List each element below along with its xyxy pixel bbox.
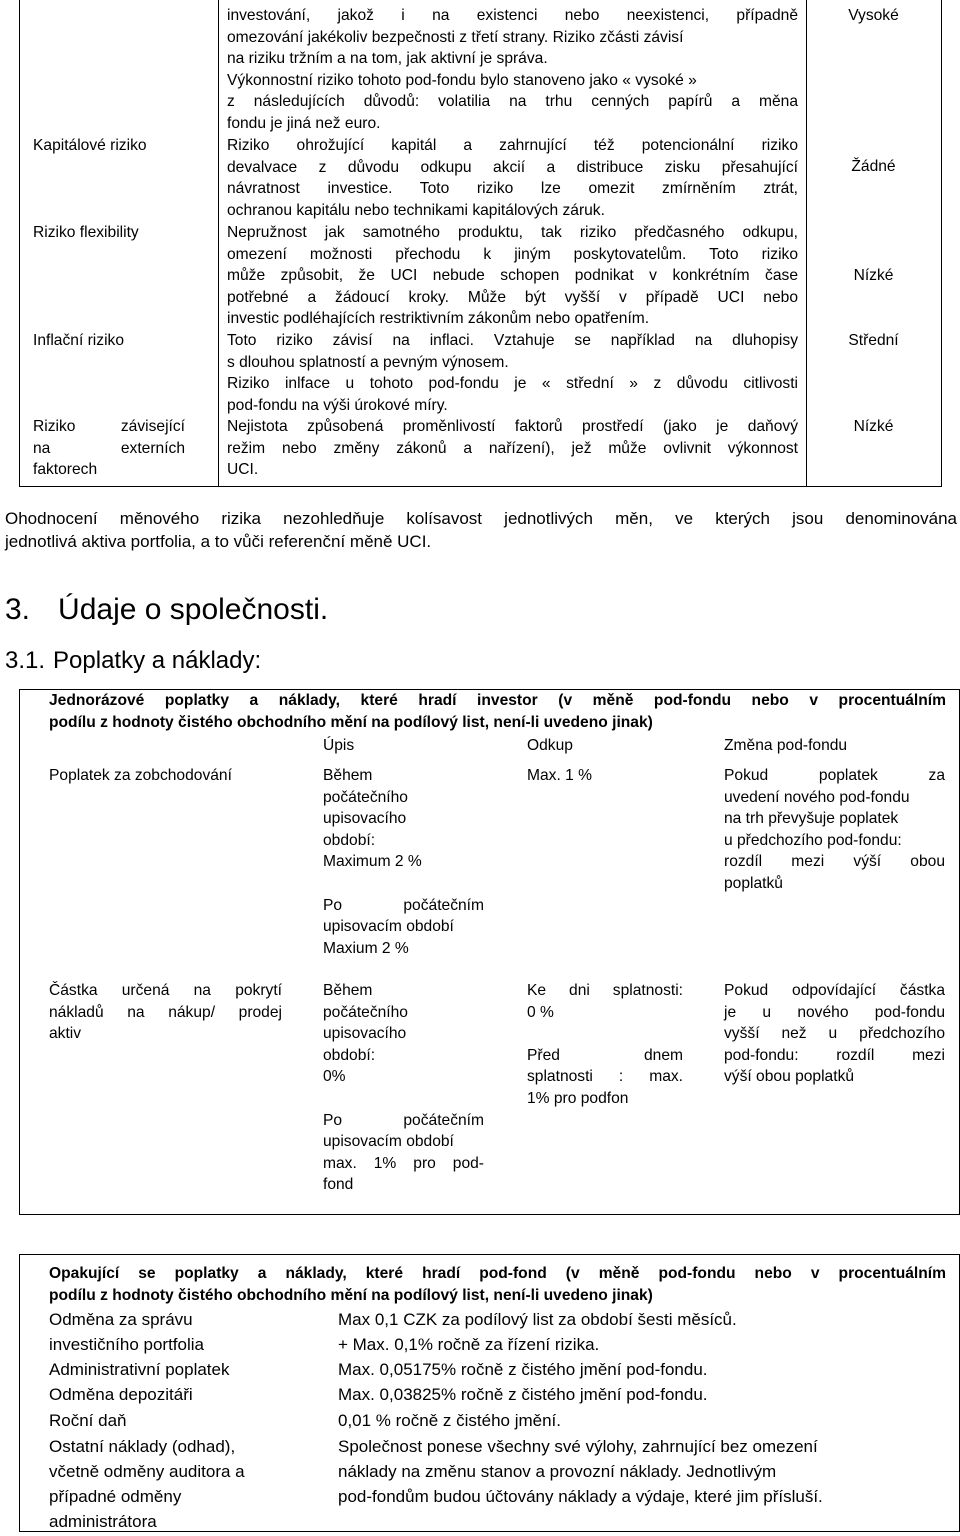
- risk-level-4: Nízké: [853, 418, 894, 435]
- value-line: Max 0,1 CZK za podílový list za období šesti měsíců.: [338, 1310, 737, 1329]
- value-line: + Max. 0,1% ročně za řízení rizika.: [338, 1335, 600, 1354]
- risk-name-2: Riziko flexibility: [33, 224, 139, 241]
- upis-line: upisovacího: [323, 810, 407, 828]
- desc-line: z následujících důvodů: volatilia na trhu cenných papírů a měna: [227, 93, 798, 111]
- name-line: Ostatní náklady (odhad),: [49, 1437, 236, 1456]
- risk-desc-3: [227, 330, 798, 416]
- section-heading-3: [5, 592, 328, 628]
- zmena-line: pod-fondu: rozdíl mezi: [724, 1046, 945, 1064]
- upis-line: Po počátečním: [323, 896, 484, 914]
- risk-level-1: Žádné: [851, 158, 896, 175]
- name-line: včetně odměny auditora a: [49, 1462, 245, 1481]
- desc-line: Toto riziko závisí na inflaci. Vztahuje se například na dluhopisy: [227, 332, 798, 349]
- zmena-line: u předchozího pod-fondu:: [724, 831, 902, 849]
- currency-risk-note: [5, 507, 957, 553]
- name-line: investičního portfolia: [49, 1335, 204, 1354]
- desc-line: UCI.: [227, 461, 259, 479]
- section-title: Údaje o společnosti.: [58, 593, 329, 626]
- zmena-line: Pokud poplatek za: [724, 767, 945, 784]
- risk-level-3: Střední: [848, 332, 899, 349]
- odkup-line: 0 %: [527, 1003, 554, 1021]
- zmena-line: uvedení nového pod-fondu: [724, 788, 910, 806]
- desc-line: Nepružnost jak samotného produktu, tak riziko předčasného odkupu,: [227, 224, 798, 241]
- recurring-name: Roční daň: [49, 1411, 127, 1430]
- upis-line: Maximum 2 %: [323, 853, 422, 871]
- desc-line: Nejistota způsobená proměnlivostí faktorů prostředí (jako je daňový: [227, 418, 798, 435]
- risk-desc-1: [227, 135, 798, 221]
- fee-name: Poplatek za zobchodování: [49, 767, 232, 784]
- upis-line: Po počátečním: [323, 1111, 484, 1129]
- name-line: administrátora: [49, 1512, 157, 1531]
- upis-line: Během: [323, 767, 373, 784]
- spacer: [323, 873, 484, 895]
- value-line: Společnost ponese všechny své výlohy, zahrnující bez omezení: [338, 1437, 818, 1456]
- recurring-value: 0,01 % ročně z čistého jmění.: [338, 1411, 562, 1430]
- recurring-value: Max. 0,05175% ročně z čistého jmění pod-fondu.: [338, 1360, 708, 1379]
- upis-line: počátečního: [323, 1003, 408, 1021]
- desc-line: může způsobit, že UCI nebude schopen podnikat v konkrétním čase: [227, 267, 798, 285]
- desc-line: devalvace z důvodu odkupu akcií a distribuce zisku přesahující: [227, 158, 798, 176]
- zmena-line: je u nového pod-fondu: [724, 1003, 945, 1021]
- upis-line: období:: [323, 1046, 376, 1064]
- name-line: nákladů na nákup/ prodej: [49, 1003, 282, 1021]
- name-line: případné odměny: [49, 1487, 182, 1506]
- value-line: náklady na změnu stanov a provozní náklady. Jednotlivým: [338, 1462, 777, 1481]
- name-line: Částka určená na pokrytí: [49, 982, 282, 999]
- desc-line: investování, jakož i na existenci nebo neexistenci, případně: [227, 7, 798, 24]
- section-number: 3.: [5, 593, 31, 626]
- recurring-value: Max. 0,03825% ročně z čistého jmění pod-fondu.: [338, 1385, 708, 1404]
- header-line: Jednorázové poplatky a náklady, které hradí investor (v měně pod-fondu nebo v procentuálním: [49, 692, 946, 709]
- name-line: Odměna za správu: [49, 1310, 193, 1329]
- risk-desc-2: [227, 222, 798, 330]
- risk-name-3: Inflační riziko: [33, 332, 124, 349]
- col-header-odkup: Odkup: [527, 737, 573, 754]
- desc-line: omezení možnosti přechodu k jiným poskytovatelům. Toto riziko: [227, 245, 798, 263]
- odkup-line: 1% pro podfon: [527, 1089, 629, 1107]
- recurring-name: [49, 1307, 204, 1357]
- desc-line: s dlouhou splatností a pevným výnosem.: [227, 353, 509, 371]
- fee-odkup: Max. 1 %: [527, 767, 592, 784]
- risk-desc-4: [227, 416, 798, 481]
- risk-name-1: Kapitálové riziko: [33, 137, 147, 154]
- recurring-value: [338, 1307, 737, 1357]
- fee-name: [49, 980, 282, 1045]
- name-line: faktorech: [33, 461, 98, 479]
- desc-line: ochranou kapitálu nebo technikami kapitálových záruk.: [227, 201, 605, 219]
- name-line: aktiv: [49, 1025, 82, 1043]
- header-line: podílu z hodnoty čistého obchodního mění na podílový list, není-li uvedeno jinak): [49, 1286, 653, 1304]
- upis-line: počátečního: [323, 788, 408, 806]
- upis-line: upisovacím období: [323, 918, 454, 936]
- name-line: na externích: [33, 439, 185, 457]
- upis-line: Maxium 2 %: [323, 939, 409, 957]
- desc-line: návratnost investice. Toto riziko lze omezit zmírněním ztrát,: [227, 180, 798, 198]
- risk-level-0: Vysoké: [848, 7, 899, 24]
- desc-line: pod-fondu na výši úrokové míry.: [227, 396, 448, 414]
- section-heading-3-1: [5, 646, 261, 676]
- fee-odkup: [527, 980, 683, 1110]
- upis-line: upisovacího: [323, 1025, 407, 1043]
- odkup-line: splatnosti : max.: [527, 1068, 683, 1086]
- header-line: Opakující se poplatky a náklady, které hradí pod-fond (v měně pod-fondu nebo v procentuálním: [49, 1265, 946, 1282]
- zmena-line: Pokud odpovídající částka: [724, 982, 945, 999]
- one-off-header: [49, 690, 946, 733]
- zmena-line: výší obou poplatků: [724, 1068, 855, 1086]
- risk-name-4: [33, 416, 185, 481]
- odkup-line: Před dnem: [527, 1046, 683, 1064]
- note-line: Ohodnocení měnového rizika nezohledňuje kolísavost jednotlivých měn, ve kterých jsou denominována: [5, 509, 957, 528]
- value-line: pod-fondům budou účtovány náklady a výdaje, které jim přísluší.: [338, 1487, 823, 1506]
- zmena-line: rozdíl mezi výší obou: [724, 853, 945, 871]
- zmena-line: vyšší než u předchozího: [724, 1025, 945, 1043]
- recurring-name: [49, 1434, 245, 1534]
- risk-level-2: Nízké: [853, 267, 894, 284]
- fee-upis: [323, 980, 484, 1196]
- odkup-line: Ke dni splatnosti:: [527, 982, 683, 999]
- upis-line: max. 1% pro pod-: [323, 1154, 484, 1172]
- fee-zmena: [724, 980, 945, 1088]
- desc-line: omezování jakékoliv bezpečnosti z třetí strany. Riziko zčásti závisí: [227, 28, 684, 46]
- desc-line: Riziko inlface u tohoto pod-fondu je « střední » z důvodu citlivosti: [227, 375, 798, 393]
- upis-line: 0%: [323, 1068, 346, 1086]
- recurring-header: [49, 1263, 946, 1306]
- fee-upis: [323, 765, 484, 959]
- col-header-upis: Úpis: [323, 737, 355, 754]
- fee-zmena: [724, 765, 945, 895]
- recurring-value: [338, 1434, 823, 1509]
- section-title: Poplatky a náklady:: [53, 647, 262, 674]
- note-line: jednotlivá aktiva portfolia, a to vůči referenční měně UCI.: [5, 532, 432, 551]
- recurring-name: Administrativní poplatek: [49, 1360, 230, 1379]
- spacer: [323, 1088, 484, 1110]
- zmena-line: poplatků: [724, 874, 783, 892]
- recurring-name: Odměna depozitáři: [49, 1385, 193, 1404]
- upis-line: Během: [323, 982, 373, 999]
- col-header-zmena: Změna pod-fondu: [724, 737, 848, 754]
- desc-line: investic podléhajících restriktivním zákonům nebo opatřením.: [227, 310, 650, 328]
- header-line: podílu z hodnoty čistého obchodního mění na podílový list, není-li uvedeno jinak): [49, 713, 653, 731]
- desc-line: Riziko ohrožující kapitál a zahrnující též potencionální riziko: [227, 137, 798, 154]
- desc-line: režim nebo změny zákonů a nařízení), jež může ovlivnit výkonnost: [227, 439, 798, 457]
- name-line: Riziko závisející: [33, 418, 185, 435]
- desc-line: potřebné a žádoucí kroky. Může být vyšší v případě UCI nebo: [227, 288, 798, 306]
- spacer: [527, 1023, 683, 1045]
- desc-line: fondu je jiná než euro.: [227, 114, 381, 132]
- section-number: 3.1.: [5, 647, 46, 674]
- upis-line: upisovacím období: [323, 1133, 454, 1151]
- zmena-line: na trh převyšuje poplatek: [724, 810, 899, 828]
- desc-line: na riziku tržním a na tom, jak aktivní je správa.: [227, 50, 548, 68]
- upis-line: fond: [323, 1176, 354, 1194]
- risk-desc-0: [227, 5, 798, 135]
- upis-line: období:: [323, 831, 376, 849]
- desc-line: Výkonnostní riziko tohoto pod-fondu bylo stanoveno jako « vysoké »: [227, 71, 697, 89]
